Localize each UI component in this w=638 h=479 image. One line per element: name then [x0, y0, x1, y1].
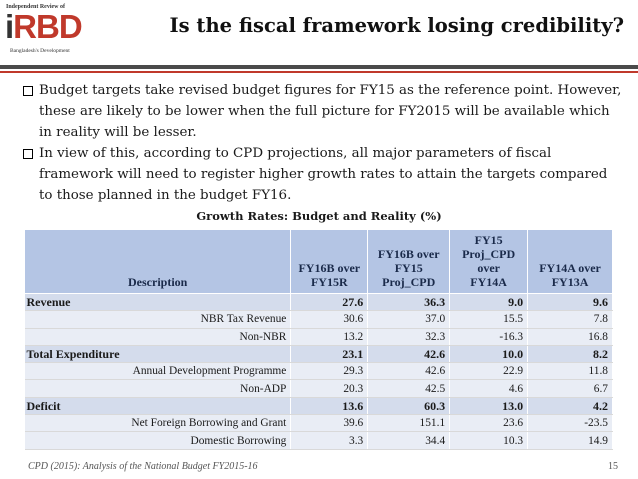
- header-description: Description: [25, 230, 291, 294]
- bullet-text: In view of this, according to CPD projections, all major parameters of fiscal framework will need to register higher growth rates to attain the targets compared to those planned in the budget FY16.: [39, 146, 608, 203]
- cell-value: 9.0: [450, 294, 528, 311]
- cell-value: 13.0: [450, 397, 528, 414]
- cell-value: 22.9: [450, 363, 528, 380]
- cell-value: 10.0: [450, 345, 528, 362]
- page-number: 15: [608, 461, 618, 472]
- row-label: Domestic Borrowing: [25, 432, 291, 449]
- table-header-row: [25, 230, 613, 294]
- logo-top-text: Independent Review of: [6, 4, 66, 10]
- cell-value: 9.6: [528, 294, 613, 311]
- cell-value: 42.5: [368, 380, 450, 397]
- cell-value: 7.8: [528, 311, 613, 328]
- cell-value: 11.8: [528, 363, 613, 380]
- slide-title: Is the fiscal framework losing credibility?: [169, 14, 624, 37]
- table-row-domestic-borrowing: [25, 432, 613, 449]
- table-row-deficit: [25, 397, 613, 414]
- checkbox-bullet-icon: [23, 86, 33, 96]
- bullet-item: [22, 80, 622, 143]
- cell-value: 42.6: [368, 345, 450, 362]
- row-label: NBR Tax Revenue: [25, 311, 291, 328]
- title-rule-dark: [0, 65, 638, 69]
- cell-value: 23.6: [450, 415, 528, 432]
- bullet-list: [22, 80, 622, 206]
- cell-value: 4.6: [450, 380, 528, 397]
- header-fy16b-over-fy15r: FY16B over FY15R: [291, 230, 368, 294]
- logo-bottom-text: Bangladesh's Development: [10, 48, 70, 54]
- header-fy14a-over-fy13a: FY14A over FY13A: [528, 230, 613, 294]
- row-label: Non-ADP: [25, 380, 291, 397]
- cell-value: 34.4: [368, 432, 450, 449]
- cell-value: 14.9: [528, 432, 613, 449]
- cell-value: 3.3: [291, 432, 368, 449]
- cell-value: 8.2: [528, 345, 613, 362]
- cell-value: 30.6: [291, 311, 368, 328]
- cell-value: 29.3: [291, 363, 368, 380]
- cell-value: 39.6: [291, 415, 368, 432]
- cell-value: -16.3: [450, 328, 528, 345]
- row-label: Non-NBR: [25, 328, 291, 345]
- cell-value: 13.2: [291, 328, 368, 345]
- growth-rates-table: [24, 229, 613, 450]
- cell-value: 13.6: [291, 397, 368, 414]
- cell-value: 32.3: [368, 328, 450, 345]
- table-title: Growth Rates: Budget and Reality (%): [196, 209, 442, 223]
- cell-value: -23.5: [528, 415, 613, 432]
- table-row-non-nbr: [25, 328, 613, 345]
- bullet-text: Budget targets take revised budget figures for FY15 as the reference point. However, these are likely to be lower when the full picture for FY2015 will be available which in reality will be lesser.: [39, 83, 622, 140]
- cell-value: 15.5: [450, 311, 528, 328]
- table-row-total-expenditure: [25, 345, 613, 362]
- cell-value: 20.3: [291, 380, 368, 397]
- cell-value: 16.8: [528, 328, 613, 345]
- footer-source: CPD (2015): Analysis of the National Budget FY2015-16: [28, 461, 258, 472]
- row-label: Net Foreign Borrowing and Grant: [25, 415, 291, 432]
- table-row-net-foreign-borrowing: [25, 415, 613, 432]
- bullet-item: [22, 143, 622, 206]
- cell-value: 37.0: [368, 311, 450, 328]
- cell-value: 60.3: [368, 397, 450, 414]
- checkbox-bullet-icon: [23, 149, 33, 159]
- cell-value: 27.6: [291, 294, 368, 311]
- header-fy15-proj-over-fy14a: FY15 Proj_CPD over FY14A: [450, 230, 528, 294]
- row-label: Revenue: [25, 294, 291, 311]
- row-label: Annual Development Programme: [25, 363, 291, 380]
- logo-word-rest: RBD: [13, 8, 82, 45]
- cell-value: 36.3: [368, 294, 450, 311]
- table-row-revenue: [25, 294, 613, 311]
- cell-value: 10.3: [450, 432, 528, 449]
- cell-value: 23.1: [291, 345, 368, 362]
- cell-value: 6.7: [528, 380, 613, 397]
- table-row-adp: [25, 363, 613, 380]
- title-rule-red: [0, 71, 638, 73]
- logo-word-first: i: [5, 8, 14, 45]
- cell-value: 4.2: [528, 397, 613, 414]
- table-row-non-adp: [25, 380, 613, 397]
- cell-value: 151.1: [368, 415, 450, 432]
- cell-value: 42.6: [368, 363, 450, 380]
- row-label: Deficit: [25, 397, 291, 414]
- table-row-nbr-tax-revenue: [25, 311, 613, 328]
- header-fy16b-over-fy15-proj: FY16B over FY15 Proj_CPD: [368, 230, 450, 294]
- row-label: Total Expenditure: [25, 345, 291, 362]
